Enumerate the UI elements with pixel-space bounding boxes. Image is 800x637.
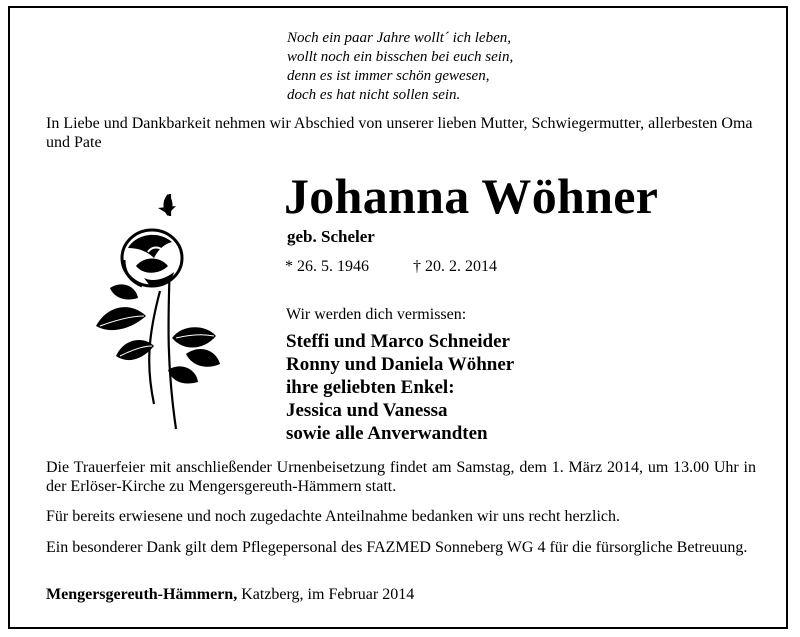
mourner-line: Jessica und Vanessa	[286, 400, 448, 421]
life-dates	[285, 258, 497, 276]
death-date: † 20. 2. 2014	[413, 258, 497, 275]
intro-text: In Liebe und Dankbarkeit nehmen wir Abschied von unserer lieben Mutter, Schwiegermutter, allerbesten Oma und Pate	[46, 115, 753, 151]
mourner-line: Steffi und Marco Schneider	[286, 331, 510, 352]
poem-line: denn es ist immer schön gewesen,	[287, 68, 490, 84]
funeral-text: Die Trauerfeier mit anschließender Urnenbeisetzung findet am Samstag, dem 1. März 2014, um 13.00 Uhr in der Erlöser-Kirche zu Mengersgereuth-Hämmern statt.	[46, 459, 756, 495]
thanks-text: Für bereits erwiesene und noch zugedachte Anteilnahme bedanken wir uns recht herzlich.	[46, 508, 621, 525]
deceased-name: Johanna Wöhner	[284, 168, 659, 224]
poem-line: doch es hat nicht sollen sein.	[287, 87, 461, 103]
mourner-line: sowie alle Anverwandten	[286, 423, 488, 444]
poem-line: wollt noch ein bisschen bei euch sein,	[287, 49, 514, 65]
signoff-rest: Katzberg, im Februar 2014	[241, 586, 415, 603]
poem	[287, 29, 513, 105]
mourner-line: ihre geliebten Enkel:	[286, 377, 455, 398]
poem-line: Noch ein paar Jahre wollt´ ich leben,	[287, 30, 511, 46]
signoff-place: Mengersgereuth-Hämmern,	[46, 586, 238, 603]
special-thanks-text: Ein besonderer Dank gilt dem Pflegepersonal des FAZMED Sonneberg WG 4 für die fürsorgliche Betreuung.	[46, 539, 748, 556]
miss-line: Wir werden dich vermissen:	[286, 306, 467, 323]
mourner-line: Ronny und Daniela Wöhner	[286, 354, 515, 375]
rose-icon	[88, 186, 228, 441]
birth-date: * 26. 5. 1946	[285, 258, 369, 275]
signoff	[46, 586, 414, 604]
mourners-list	[286, 330, 514, 445]
maiden-name: geb. Scheler	[287, 227, 375, 246]
